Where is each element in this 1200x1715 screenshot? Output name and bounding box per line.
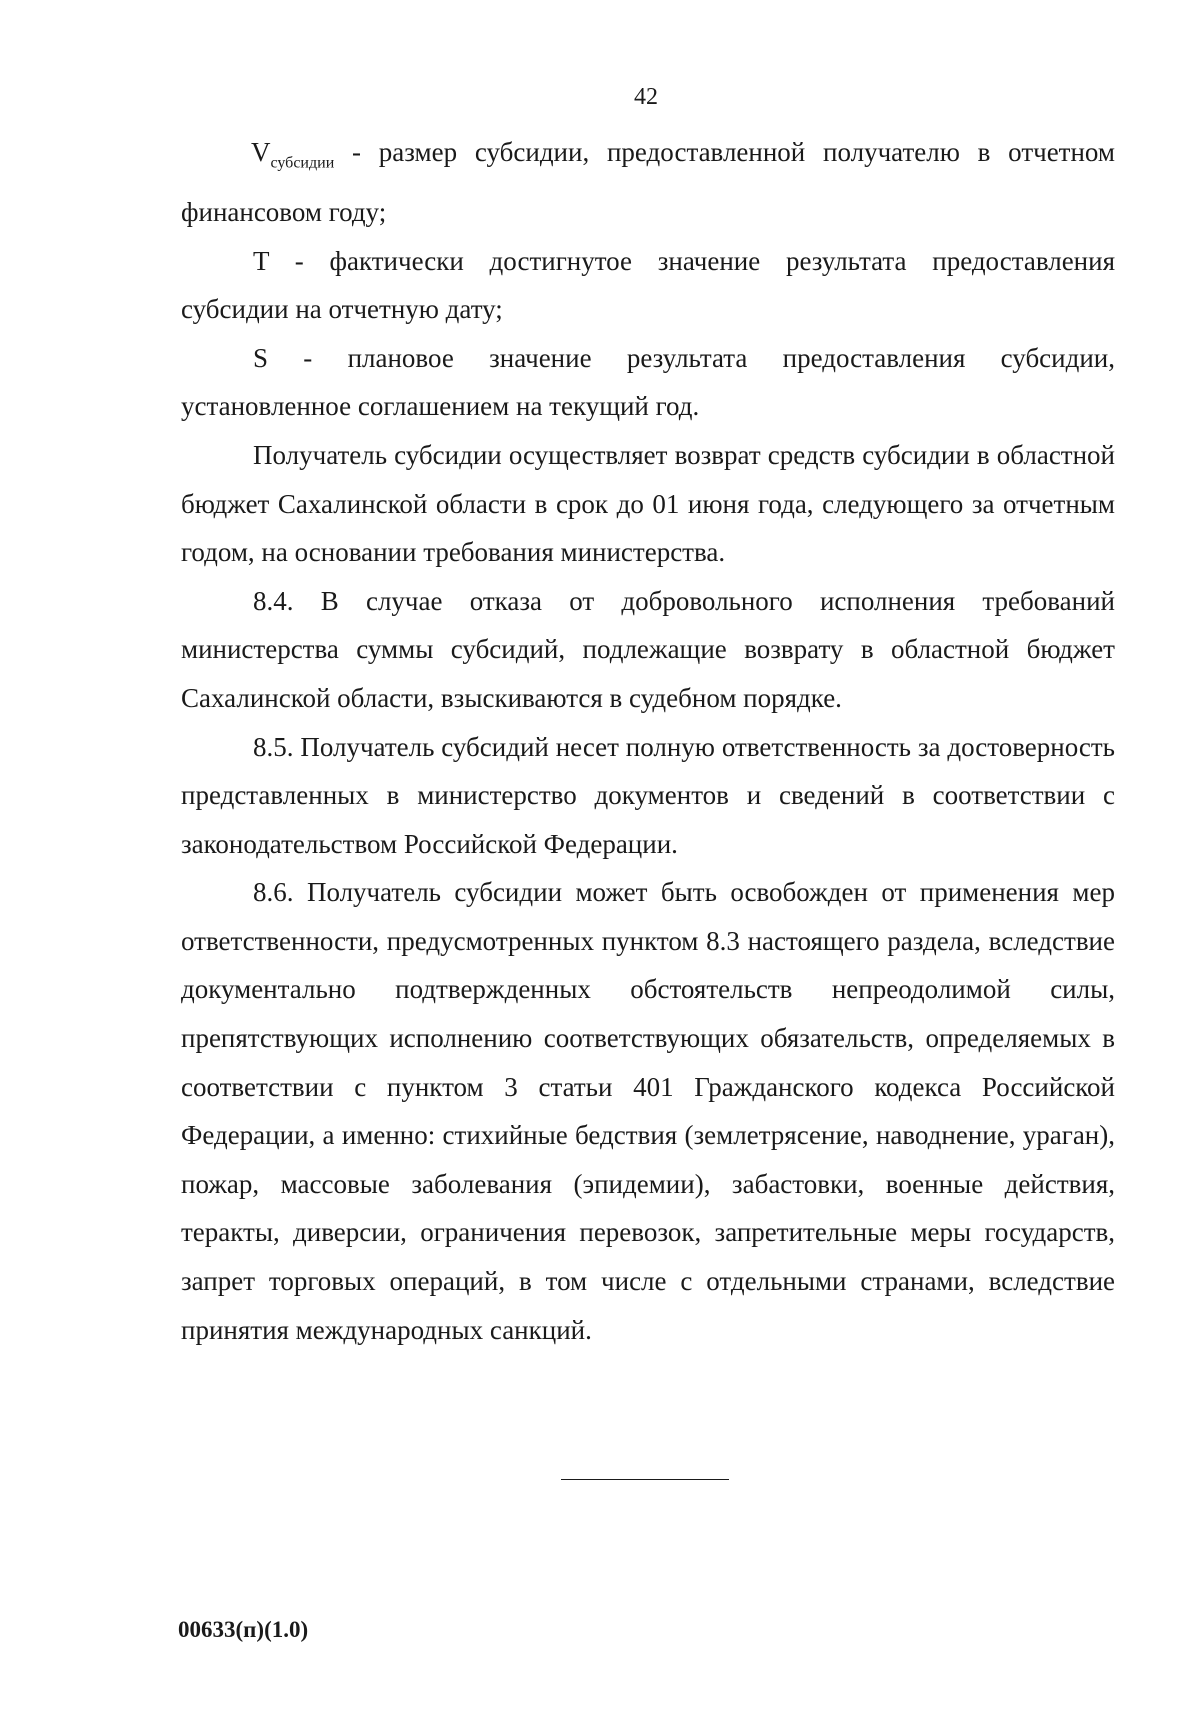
end-of-text-rule (561, 1479, 729, 1480)
paragraph-refund: Получатель субсидии осуществляет возврат средств субсидии в областной бюджет Сахалинской области в срок до 01 июня года, следующего за отчетным годом, на основании требования министерства. (181, 439, 1115, 568)
variable-v: V (251, 137, 271, 167)
paragraph-t-definition: T - фактически достигнутое значение результата предоставления субсидии на отчетную дату; (181, 245, 1115, 325)
page-number: 42 (634, 84, 658, 110)
paragraph-v-definition (181, 128, 1115, 237)
paragraph-8-6: 8.6. Получатель субсидии может быть освобожден от применения мер ответственности, предусмотренных пунктом 8.3 настоящего раздела, вследствие документально подтвержденных обстоятельств непреодолимой силы, препятствующих исполнению соответствующих обязательств, определяемых в соответствии с пунктом 3 статьи 401 Гражданского кодекса Российской Федерации, а именно: стихийные бедствия (землетрясение, наводнение, ураган), пожар, массовые заболевания (эпидемии), забастовки, военные действия, теракты, диверсии, ограничения перевозок, запретительные меры государств, запрет торговых операций, в том числе с отдельными странами, вследствие принятия международных санкций. (181, 877, 1115, 1345)
paragraph-s-definition: S - плановое значение результата предоставления субсидии, установленное соглашением на текущий год. (181, 342, 1115, 422)
paragraph-8-5: 8.5. Получатель субсидий несет полную ответственность за достоверность представленных в министерство документов и сведений в соответствии с законодательством Российской Федерации. (181, 731, 1115, 859)
document-body (181, 128, 1115, 1354)
paragraph-8-4: 8.4. В случае отказа от добровольного исполнения требований министерства суммы субсидий, подлежащие возврату в областной бюджет Сахалинской области, взыскиваются в судебном порядке. (181, 585, 1115, 713)
document-code: 00633(п)(1.0) (178, 1617, 309, 1642)
paragraph-v-text: - размер субсидии, предоставленной получателю в отчетном финансовом году; (181, 137, 1115, 227)
variable-v-subscript: субсидии (270, 154, 335, 172)
